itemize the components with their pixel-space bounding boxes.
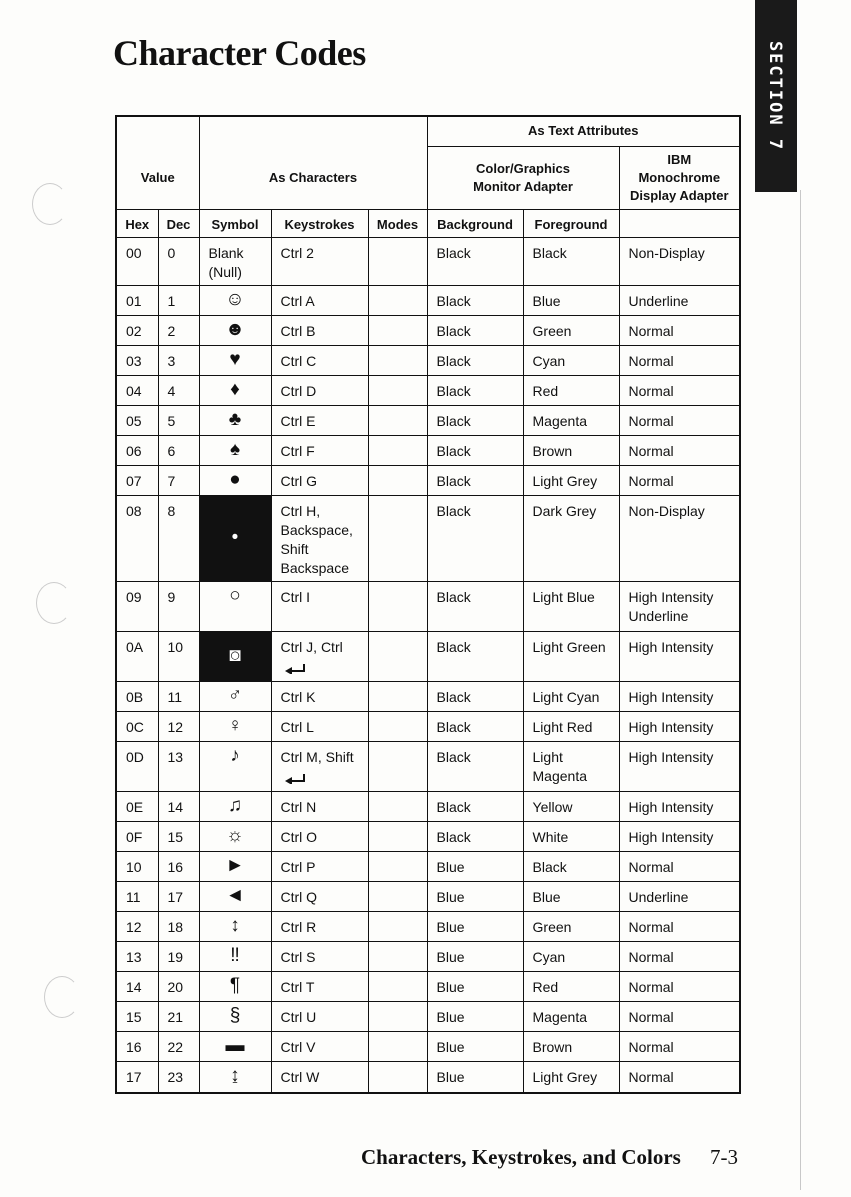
cell-hex: 09 [116,581,158,631]
binder-hole [36,582,72,624]
keystroke-text: Ctrl N [280,798,317,815]
keystroke-text: Ctrl P [280,858,316,875]
header-hex: Hex [116,209,158,237]
cell-modes [368,1001,427,1031]
cell-background: Black [427,315,523,345]
right-pointer-icon: ► [199,851,271,881]
cell-hex: 06 [116,435,158,465]
keystroke-text: Ctrl C [280,352,317,369]
cell-hex: 0A [116,631,158,681]
circle-icon: ○ [199,581,271,631]
inverse-bullet-icon: • [199,495,271,581]
cell-keystrokes [271,435,368,465]
header-foreground: Foreground [523,209,619,237]
cell-ibm: High Intensity [619,821,740,851]
cell-background: Black [427,495,523,581]
cell-modes [368,881,427,911]
cell-dec: 20 [158,971,199,1001]
table-row [116,851,740,881]
cell-ibm: High Intensity [619,681,740,711]
cell-hex: 00 [116,237,158,285]
cell-foreground: Light Green [523,631,619,681]
cell-ibm: Normal [619,851,740,881]
cell-keystrokes [271,631,368,681]
cell-ibm: Normal [619,465,740,495]
cell-hex: 07 [116,465,158,495]
cell-modes [368,1031,427,1061]
cell-foreground: Blue [523,285,619,315]
cell-keystrokes [271,821,368,851]
keystroke-text: Ctrl T [280,978,315,995]
cell-foreground: Yellow [523,791,619,821]
cell-keystrokes [271,911,368,941]
cell-hex: 10 [116,851,158,881]
cell-ibm: Normal [619,345,740,375]
cell-foreground: Red [523,971,619,1001]
cell-foreground: Cyan [523,941,619,971]
table-row [116,821,740,851]
cell-modes [368,237,427,285]
header-color-graphics: Color/Graphics Monitor Adapter [427,146,619,209]
cell-foreground: Black [523,237,619,285]
cell-ibm: Non-Display [619,237,740,285]
cell-dec: 13 [158,741,199,791]
header-modes: Modes [368,209,427,237]
sun-icon: ☼ [199,821,271,851]
header-value: Value [116,116,199,209]
header-text-attributes: As Text Attributes [427,116,740,146]
keystroke-text: Ctrl D [280,382,317,399]
keystroke-text: Ctrl K [280,688,316,705]
table-row [116,581,740,631]
cell-dec: 17 [158,881,199,911]
cell-modes [368,741,427,791]
keystroke-text: Ctrl V [280,1038,316,1055]
cell-hex: 0C [116,711,158,741]
cell-background: Black [427,821,523,851]
cell-hex: 0F [116,821,158,851]
section-tab [755,0,797,192]
cell-keystrokes [271,465,368,495]
keystroke-text: Ctrl L [280,718,314,735]
header-background: Background [427,209,523,237]
keystroke-text: Ctrl F [280,442,315,459]
table-row [116,465,740,495]
cell-ibm: Normal [619,911,740,941]
keystroke-text: Ctrl Q [280,888,318,905]
cell-ibm: High Intensity [619,791,740,821]
cell-dec: 5 [158,405,199,435]
cell-foreground: Cyan [523,345,619,375]
cell-ibm: Normal [619,315,740,345]
cell-ibm: Non-Display [619,495,740,581]
table-row [116,435,740,465]
cell-dec: 12 [158,711,199,741]
cell-background: Black [427,581,523,631]
cell-keystrokes [271,791,368,821]
cell-keystrokes [271,375,368,405]
page-title: Character Codes [113,33,366,73]
header-dec: Dec [158,209,199,237]
header-keystrokes: Keystrokes [271,209,368,237]
blank-null: Blank (Null) [199,237,271,285]
keystroke-text: Ctrl O [280,828,318,845]
club-icon: ♣ [199,405,271,435]
cell-background: Black [427,681,523,711]
cell-foreground: Green [523,315,619,345]
cell-dec: 22 [158,1031,199,1061]
character-code-table [115,115,741,1094]
female-icon: ♀ [199,711,271,741]
table-row [116,941,740,971]
cell-modes [368,681,427,711]
keystroke-text: Ctrl J, Ctrl [280,638,343,655]
cell-dec: 1 [158,285,199,315]
cell-modes [368,911,427,941]
cell-background: Black [427,741,523,791]
cell-background: Black [427,237,523,285]
cell-dec: 4 [158,375,199,405]
cell-ibm: Normal [619,1061,740,1093]
cell-foreground: Magenta [523,1001,619,1031]
cell-foreground: Blue [523,881,619,911]
cell-hex: 03 [116,345,158,375]
table-row [116,631,740,681]
pilcrow-icon: ¶ [199,971,271,1001]
section-tab-label: SECTION 7 [765,40,785,152]
cell-keystrokes [271,681,368,711]
cell-background: Black [427,791,523,821]
cell-hex: 0D [116,741,158,791]
page-edge [800,190,801,1190]
table-row [116,881,740,911]
cell-foreground: Red [523,375,619,405]
cell-modes [368,285,427,315]
cell-foreground: Green [523,911,619,941]
cell-background: Blue [427,851,523,881]
cell-hex: 05 [116,405,158,435]
cell-background: Black [427,345,523,375]
cell-dec: 10 [158,631,199,681]
keystroke-text: Ctrl W [280,1068,320,1085]
cell-hex: 01 [116,285,158,315]
heart-icon: ♥ [199,345,271,375]
cell-ibm: High Intensity [619,631,740,681]
table-row [116,791,740,821]
cell-hex: 02 [116,315,158,345]
cell-background: Black [427,631,523,681]
cell-background: Black [427,285,523,315]
cell-hex: 08 [116,495,158,581]
cell-ibm: Normal [619,941,740,971]
cell-dec: 16 [158,851,199,881]
cell-keystrokes [271,1061,368,1093]
cell-foreground: Light Cyan [523,681,619,711]
header-as-characters: As Characters [199,116,427,209]
cell-dec: 14 [158,791,199,821]
cell-modes [368,315,427,345]
cell-foreground: Light Blue [523,581,619,631]
cell-foreground: White [523,821,619,851]
cell-keystrokes [271,237,368,285]
table-row [116,495,740,581]
cell-modes [368,711,427,741]
enter-key-icon [284,774,306,784]
cell-keystrokes [271,851,368,881]
cell-dec: 6 [158,435,199,465]
double-note-icon: ♫ [199,791,271,821]
table-row [116,237,740,285]
table-row [116,315,740,345]
cell-background: Black [427,711,523,741]
cell-background: Blue [427,1031,523,1061]
cell-dec: 8 [158,495,199,581]
cell-keystrokes [271,345,368,375]
cell-keystrokes [271,1001,368,1031]
bullet-icon: ● [199,465,271,495]
cell-keystrokes [271,881,368,911]
cell-hex: 04 [116,375,158,405]
cell-background: Black [427,405,523,435]
cell-modes [368,375,427,405]
eighth-note-icon: ♪ [199,741,271,791]
cell-ibm: Underline [619,285,740,315]
cell-foreground: Black [523,851,619,881]
cell-hex: 15 [116,1001,158,1031]
cell-hex: 13 [116,941,158,971]
table-row [116,1031,740,1061]
cell-modes [368,1061,427,1093]
keystroke-text: Ctrl B [280,322,316,339]
table-row [116,741,740,791]
footer-page-number: 7-3 [710,1145,738,1169]
cell-background: Blue [427,971,523,1001]
cell-dec: 21 [158,1001,199,1031]
cell-background: Blue [427,911,523,941]
cell-modes [368,345,427,375]
cell-ibm: High Intensity Underline [619,581,740,631]
cell-background: Blue [427,881,523,911]
up-down-arrow-base-icon: ↨ [199,1061,271,1093]
table-row [116,375,740,405]
black-smiley-icon: ☻ [199,315,271,345]
cell-dec: 9 [158,581,199,631]
cell-keystrokes [271,581,368,631]
keystroke-text: Ctrl E [280,412,316,429]
cell-keystrokes [271,711,368,741]
table-row [116,345,740,375]
cell-keystrokes [271,495,368,581]
cell-hex: 0E [116,791,158,821]
up-down-arrow-icon: ↕ [199,911,271,941]
cell-modes [368,435,427,465]
cell-dec: 18 [158,911,199,941]
cell-modes [368,631,427,681]
table-row [116,711,740,741]
keystroke-text: Ctrl M, Shift [280,748,354,765]
footer-title: Characters, Keystrokes, and Colors [361,1145,681,1169]
double-exclamation-icon: ‼ [199,941,271,971]
cell-ibm: Normal [619,405,740,435]
cell-keystrokes [271,1031,368,1061]
cell-foreground: Light Grey [523,465,619,495]
keystroke-text: Ctrl 2 [280,244,314,261]
cell-foreground: Dark Grey [523,495,619,581]
cell-ibm: Normal [619,1001,740,1031]
cell-foreground: Light Red [523,711,619,741]
cell-modes [368,851,427,881]
cell-modes [368,821,427,851]
keystroke-text: Ctrl A [280,292,315,309]
cell-dec: 19 [158,941,199,971]
cell-ibm: Normal [619,375,740,405]
left-pointer-icon: ◄ [199,881,271,911]
cell-background: Black [427,465,523,495]
keystroke-text: Ctrl S [280,948,316,965]
cell-background: Blue [427,941,523,971]
cell-hex: 11 [116,881,158,911]
cell-hex: 14 [116,971,158,1001]
cell-ibm: High Intensity [619,711,740,741]
cell-dec: 7 [158,465,199,495]
cell-hex: 0B [116,681,158,711]
cell-modes [368,791,427,821]
cell-foreground: Brown [523,1031,619,1061]
cell-background: Black [427,375,523,405]
cell-keystrokes [271,285,368,315]
cell-background: Blue [427,1061,523,1093]
table-row [116,1061,740,1093]
keystroke-text: Ctrl R [280,918,317,935]
cell-keystrokes [271,741,368,791]
cell-ibm: Normal [619,1031,740,1061]
cell-background: Black [427,435,523,465]
cell-dec: 23 [158,1061,199,1093]
cell-foreground: Light Magenta [523,741,619,791]
cell-foreground: Light Grey [523,1061,619,1093]
cell-hex: 17 [116,1061,158,1093]
cell-hex: 16 [116,1031,158,1061]
cell-dec: 0 [158,237,199,285]
table-row [116,285,740,315]
cell-keystrokes [271,941,368,971]
cell-dec: 11 [158,681,199,711]
table-row [116,971,740,1001]
keystroke-text: Ctrl G [280,472,318,489]
header-ibm-mono: IBM Monochrome Display Adapter [619,146,740,209]
cell-dec: 2 [158,315,199,345]
keystroke-text: Ctrl H, Backspace, Shift Backspace [280,502,353,576]
table-row [116,1001,740,1031]
cell-modes [368,971,427,1001]
male-icon: ♂ [199,681,271,711]
table-row [116,405,740,435]
section-sign-icon: § [199,1001,271,1031]
cell-modes [368,941,427,971]
cell-hex: 12 [116,911,158,941]
enter-key-icon [284,664,306,674]
cell-ibm: High Intensity [619,741,740,791]
header-symbol: Symbol [199,209,271,237]
binder-hole [32,183,68,225]
keystroke-text: Ctrl U [280,1008,317,1025]
cell-keystrokes [271,315,368,345]
cell-modes [368,465,427,495]
table-row [116,681,740,711]
cell-modes [368,581,427,631]
cell-ibm: Underline [619,881,740,911]
cell-modes [368,495,427,581]
cell-modes [368,405,427,435]
spade-icon: ♠ [199,435,271,465]
inverse-circle-icon: ◙ [199,631,271,681]
cell-dec: 3 [158,345,199,375]
cell-keystrokes [271,405,368,435]
keystroke-text: Ctrl I [280,588,311,605]
diamond-icon: ♦ [199,375,271,405]
table-row [116,911,740,941]
cell-ibm: Normal [619,971,740,1001]
cell-ibm: Normal [619,435,740,465]
cell-background: Blue [427,1001,523,1031]
cell-foreground: Brown [523,435,619,465]
white-smiley-icon: ☺ [199,285,271,315]
cell-keystrokes [271,971,368,1001]
binder-hole [44,976,80,1018]
cell-foreground: Magenta [523,405,619,435]
black-rectangle-icon: ▬ [199,1031,271,1061]
cell-dec: 15 [158,821,199,851]
